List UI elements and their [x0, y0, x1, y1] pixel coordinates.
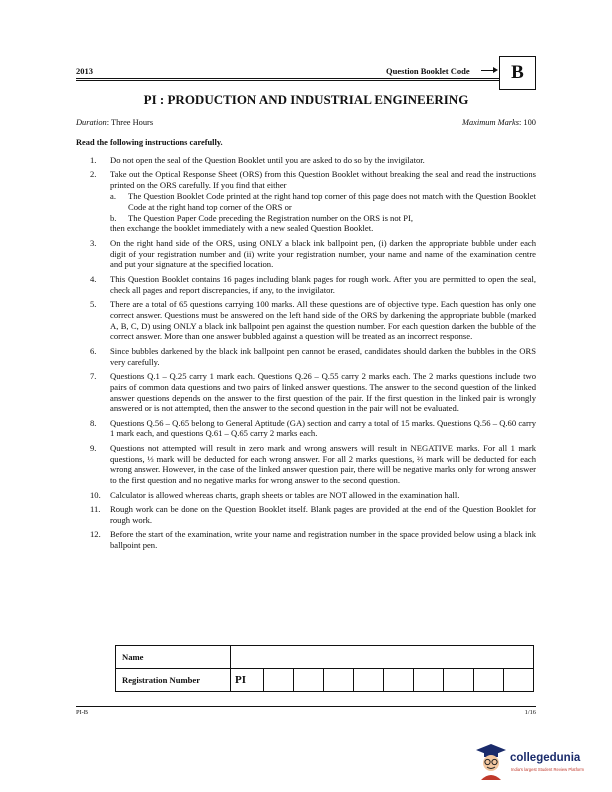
instruction-sub-item: b. The Question Paper Code preceding the Registration number on the ORS is not PI, — [110, 212, 413, 223]
marks-value: : 100 — [519, 118, 536, 127]
registration-digit-box[interactable] — [474, 669, 504, 692]
instruction-item: 7. Questions Q.1 – Q.25 carry 1 mark each. Questions Q.26 – Q.55 carry 2 marks each. The 2 marks questions include two pairs of common data questions and two pairs of linked answer questions. The answer to the second question of the linked answer questions depends on the answer to the first question of the pair. If the first question in the linked pair is wrongly answered or is not attempted, then the answer to the second question in the pair will not be evaluated. — [90, 370, 536, 414]
footer-page-number: 1/16 — [524, 709, 536, 716]
logo-wordmark: collegedunia — [510, 752, 581, 764]
exam-year: 2013 — [76, 66, 93, 76]
registration-digit-box[interactable] — [444, 669, 474, 692]
duration-label: Duration — [76, 118, 107, 127]
instruction-sub-item: a. The Question Booklet Code printed at the right hand top corner of this page does not match with the Question Booklet Code at the right hand top corner of the ORS or — [110, 190, 536, 212]
instruction-item: 2. Take out the Optical Response Sheet (ORS) from this Question Booklet without breaking the seal and read the instructions printed on the ORS carefully. If you find that either a. The Question Booklet Code printed at the right hand top corner of this page does not match with the Question Booklet Code at the right hand top corner of the ORS or b. The Question Paper Code preceding the Registration number on the ORS is not PI, then exchange the booklet immediately with a new sealed Question Booklet. — [90, 169, 536, 234]
instruction-item: 3. On the right hand side of the ORS, using ONLY a black ink ballpoint pen, (i) darken the appropriate bubble under each digit of your registration number and (ii) write your registration number, your name and name of the examination centre and put your signature at the specified location. — [90, 237, 536, 270]
booklet-code-label: Question Booklet Code — [386, 66, 470, 76]
instructions-list — [90, 155, 536, 554]
header-rule — [76, 78, 499, 79]
instruction-item: 12. Before the start of the examination, write your name and registration number in the space provided below using a black ink ballpoint pen. — [90, 529, 536, 551]
registration-digit-box[interactable] — [384, 669, 414, 692]
page-title: PI : PRODUCTION AND INDUSTRIAL ENGINEERING — [143, 92, 469, 107]
registration-number-label: Registration Number — [116, 669, 231, 692]
registration-digit-box[interactable] — [354, 669, 384, 692]
duration-value: : Three Hours — [106, 118, 154, 127]
header-rule-thin — [76, 80, 499, 81]
arrow-right-icon — [481, 70, 495, 71]
instruction-item: 1. Do not open the seal of the Question Booklet until you are asked to do so by the invigilator. — [90, 155, 425, 165]
instruction-item: 8. Questions Q.56 – Q.65 belong to General Aptitude (GA) section and carry a total of 15 marks. Questions Q.56 – Q.60 carry 1 mark each, and questions Q.61 – Q.65 carry 2 marks each. — [90, 417, 536, 439]
maximum-marks — [462, 118, 536, 127]
duration — [76, 118, 153, 127]
candidate-details-form — [115, 645, 534, 692]
registration-digit-box[interactable] — [264, 669, 294, 692]
name-field[interactable] — [231, 646, 534, 669]
instruction-item: 9. Questions not attempted will result in zero mark and wrong answers will result in NEGATIVE marks. For all 1 mark questions, ⅓ mark will be deducted for each wrong answer. For all 2 marks questions, ⅔ mark will be deducted for each wrong answer. However, in the case of the linked answer question pair, there will be negative marks only for wrong answer to the first question and no negative marks for wrong answer to the second question. — [90, 442, 536, 486]
registration-digit-box[interactable] — [294, 669, 324, 692]
collegedunia-watermark — [474, 742, 604, 782]
registration-digit-box[interactable] — [414, 669, 444, 692]
booklet-code-box: B — [499, 56, 536, 90]
registration-digit-box[interactable] — [324, 669, 354, 692]
instruction-item: 4. This Question Booklet contains 16 pages including blank pages for rough work. After you are permitted to open the seal, check all pages and report discrepancies, if any, to the invigilator. — [90, 273, 536, 295]
instruction-item: 10. Calculator is allowed whereas charts, graph sheets or tables are NOT allowed in the examination hall. — [90, 489, 460, 500]
instruction-item: 11. Rough work can be done on the Question Booklet itself. Blank pages are provided at the end of the Question Booklet for rough work. — [90, 504, 536, 525]
footer-rule — [76, 706, 536, 707]
instruction-continuation: then exchange the booklet immediately with a new sealed Question Booklet. — [110, 223, 374, 234]
instruction-item: 5. There are a total of 65 questions carrying 100 marks. All these questions are of objective type. Each question has only one correct answer. Questions must be answered on the left hand side of the ORS by darkening the appropriate bubble (marked A, B, C, D) using ONLY a black ink ballpoint pen against the question number. For each question darken the bubble of the correct answer. More than one answer bubbled against a question will be treated as an incorrect response. — [90, 298, 536, 342]
footer-paper-code: PI-B — [76, 709, 89, 716]
logo-tagline: India's largest Student Review Platform — [511, 767, 584, 772]
instruction-item: 6. Since bubbles darkened by the black ink ballpoint pen cannot be erased, candidates should darken the bubbles in the ORS very carefully. — [90, 345, 536, 367]
name-label: Name — [116, 646, 231, 669]
registration-digit-box[interactable] — [504, 669, 534, 692]
read-instructions-heading: Read the following instructions carefully. — [76, 138, 223, 147]
graduate-mascot-icon — [474, 742, 508, 782]
marks-label: Maximum Marks — [462, 118, 520, 127]
registration-prefix: PI — [231, 669, 264, 692]
